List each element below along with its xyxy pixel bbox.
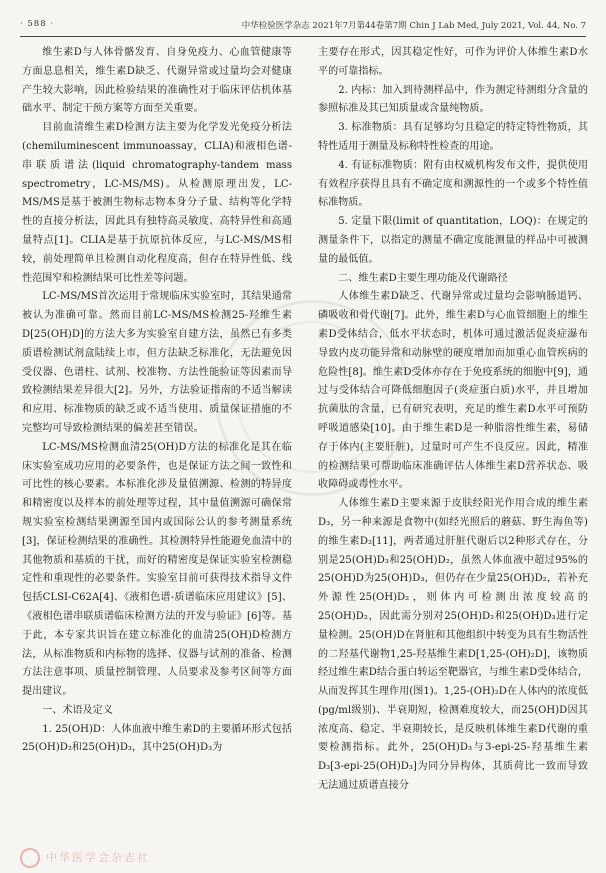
paragraph: 人体维生素D主要来源于皮肤经阳光作用合成的维生素D₃，另一种来源是食物中(如经光照后的蘑菇、野生海鱼等)的维生素D₂[11]，两者通过肝脏代谢后以2种形式存在，分别是25(OH)D₃和25(OH)D₂，虽然人体血液中超过95%的25(OH)D为25(OH)D₃，但仍存在少量25(OH)D₂，若补充外源性25(OH)D₂，则体内可检测出浓度较高的25(OH)D₂，因此需分别对25(OH)D₂和25(OH)D₃进行定量检测。25(OH)D在肾脏和其他组织中转变为具有生物活性的二羟基代谢物1,25-羟基维生素D[1,25-(OH)₂D]，该物质经过维生素D结合蛋白转运至靶器官，与维生素D受体结合，从而发挥其生理作用(图1)。1,25-(OH)₂D在人体内的浓度低(pg/ml级别)、半衰期短，检测难度较大，而25(OH)D因其浓度高、稳定、半衰期较长，是反映机体维生素D代谢的重要检测指标。此外，25(OH)D₃与3-epi-25-羟基维生素D₃[3-epi-25(OH)D₃]为同分异构体，其质荷比一致而导致无法通过质谱直接分 — [318, 498, 588, 792]
journal-citation: 中华检验医学杂志 2021年7月第44卷第7期 Chin J Lab Med, July 2021, Vol. 44, No. 7 — [241, 21, 586, 31]
paragraph: 5. 定量下限(limit of quantitation，LOQ)：在规定的测量条件下，以指定的测量不确定度能测量的样品中可被测量的最低值。 — [318, 216, 588, 265]
paragraph: 维生素D与人体骨骼发育、自身免疫力、心血管健康等方面息息相关，维生素D缺乏、代谢异常或过量均会对健康产生较大影响，因此检验结果的准确性对于临床评估机体基础水平、制定干预方案等方面至关重要。 — [22, 47, 292, 115]
paragraph: 人体维生素D缺乏、代谢异常或过量均会影响肠道钙、磷吸收和骨代谢[7]。此外，维生素D与心血管细胞上的维生素D受体结合，低水平状态时，机体可通过激活促炎症瀑布导致内皮功能异常和动脉壁的硬度增加而加重心血管疾病的危险性[8]。维生素D受体亦存在于免疫系统的细胞中[9]，通过与受体结合可降低细胞因子(炎症蛋白质)水平，并且增加抗菌肽的含量，已有研究表明，充足的维生素D水平可预防呼吸道感染[10]。由于维生素D是一种脂溶性维生素，易储存于体内(主要肝脏)，过量时可产生不良反应。因此，精准的检测结果可帮助临床准确评估人体维生素D营养状态、吸收障碍或毒性水平。 — [318, 291, 588, 491]
publisher-logo-watermark — [20, 846, 220, 866]
page-header — [20, 10, 586, 37]
right-column — [318, 44, 588, 856]
paragraph: LC-MS/MS检测血清25(OH)D方法的标准化是其在临床实验室成功应用的必要条件，也是保证方法之间一致性和可比性的核心要素。本标准化涉及量值溯源、检测的特异度和精密度以及样本的前处理等过程，其中量值溯源可确保常规实验室检测结果溯源至国内或国际公认的参考测量系统[3]，保证检测结果的准确性。其检测特异性能避免血清中的其他物质和基质的干扰，而好的精密度是保证实验室检测稳定性和重现性的必要条件。实验室目前可获得技术指导文件包括CLSI-C62A[4]、《液相色谱-质谱临床应用建议》[5]、《液相色谱串联质谱临床检测方法的开发与验证》[6]等。基于此，本专家共识旨在建立标准化的血清25(OH)D检测方法，从标准物质和内标物的选择、仪器与试剂的准备、检测方法注意事项、质量控制管理、人员要求及参考区间等方面提出建议。 — [22, 441, 292, 698]
paragraph: 2. 内标：加入到待测样品中，作为测定待测组分含量的参照标准及其已知质量或含量纯物质。 — [318, 84, 588, 115]
logo-icon — [20, 848, 40, 868]
paragraph: 1. 25(OH)D：人体血液中维生素D的主要循环形式包括25(OH)D₂和25(OH)D₃，其中25(OH)D₃为 — [22, 723, 292, 754]
paragraph: 4. 有证标准物质：附有由权威机构发布文件，提供使用有效程序获得且具有不确定度和溯源性的一个或多个特性值标准物质。 — [318, 159, 588, 209]
logo-text: 中华医学会杂志社 — [46, 851, 150, 864]
paragraph: 目前血清维生素D检测方法主要为化学发光免疫分析法(chemiluminescent immunoassay，CLIA)和液相色谱-串联质谱法(liquid chromatography-tandem mass spectrometry，LC-MS/MS)。从检测原理出发，LC-MS/MS是基于被测生物标志物本身分子量、结构等化学特性的直接分析法，因此具有独特高灵敏度、高特异性和高通量特点[1]。CLIA是基于抗原抗体反应，与LC-MS/MS相较，前处理简单且检测自动化程度高，但存在特异性低、线性范围窄和检测结果可比性差等问题。 — [22, 122, 292, 284]
page-number: · 588 · — [20, 19, 55, 29]
section-heading: 二、维生素D主要生理功能及代谢路径 — [338, 272, 508, 284]
paragraph: 3. 标准物质：具有足够均匀且稳定的特定特性物质，其特性适用于测量及标称特性检查的用途。 — [318, 122, 588, 152]
paragraph-continuation: 主要存在形式，因其稳定性好，可作为评价人体维生素D水平的可靠指标。 — [318, 47, 588, 77]
paragraph: LC-MS/MS首次运用于常规临床实验室时，其结果通常被认为准确可靠。然而目前LC-MS/MS检测25-羟维生素D[25(OH)D]的方法大多为实验室自建方法，虽然已有多类质谱检测试剂盒陆续上市，但方法缺乏标准化，无法避免因受仪器、色谱柱、试剂、校准物、方法性能验证等因素而导致检测结果差异很大[2]。另外，方法验证指南的不适当解读和应用、标准物质的缺乏或不适当使用、质量保证措施的不完整均可导致检测结果的偏差甚至错误。 — [22, 291, 292, 434]
section-heading: 一、术语及定义 — [42, 704, 113, 716]
left-column — [22, 44, 292, 856]
